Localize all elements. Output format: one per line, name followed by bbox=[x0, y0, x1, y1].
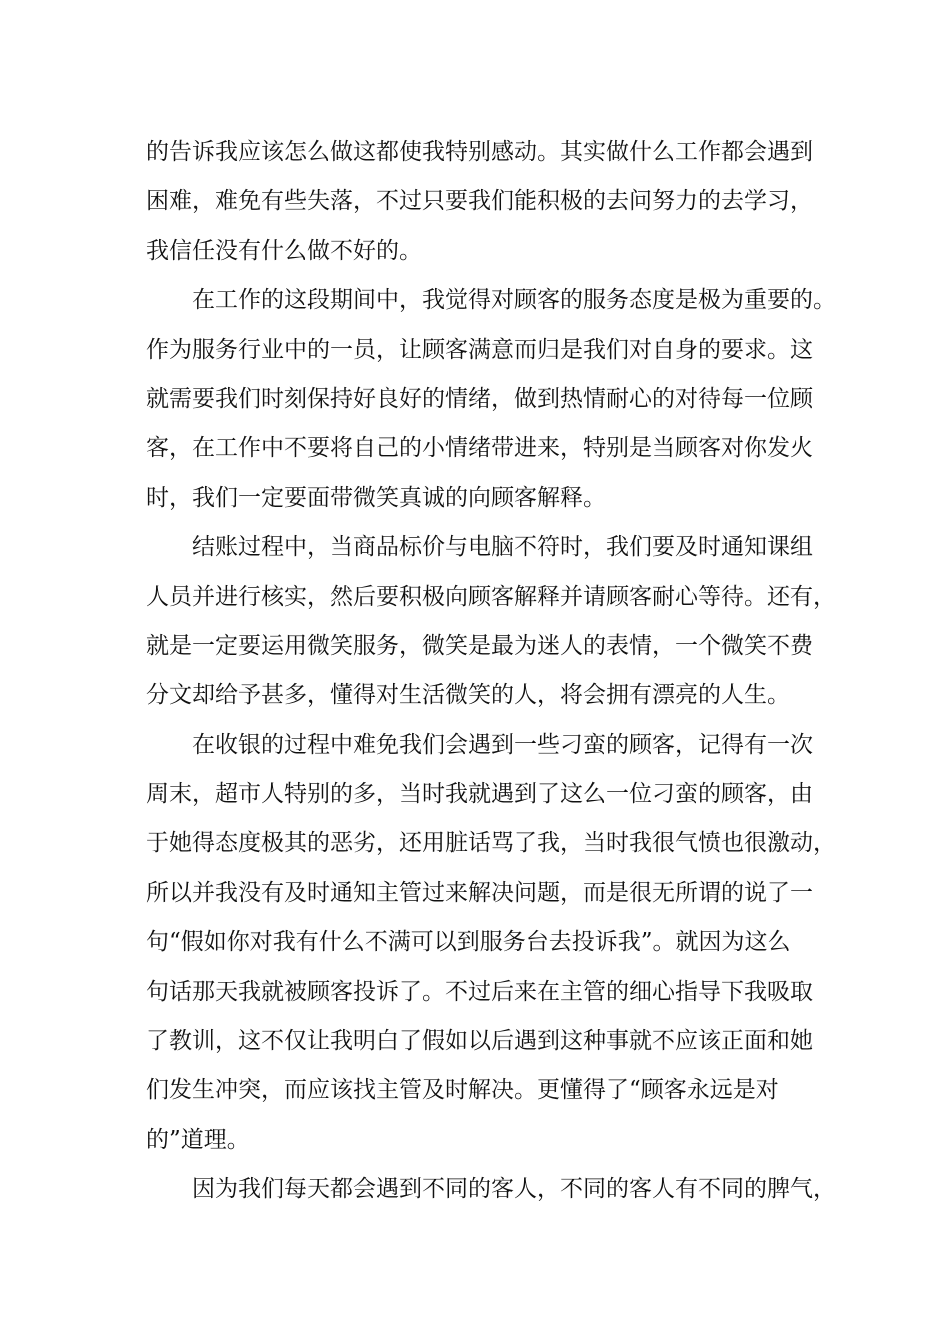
text-line: 困难，难免有些失落，不过只要我们能积极的去问努力的去学习， bbox=[146, 188, 813, 215]
text-line: 时，我们一定要面带微笑真诚的向顾客解释。 bbox=[146, 484, 606, 511]
text-line: 分文却给予甚多，懂得对生活微笑的人，将会拥有漂亮的人生。 bbox=[146, 682, 790, 709]
text-line: 所以并我没有及时通知主管过来解决问题，而是很无所谓的说了一 bbox=[146, 879, 813, 906]
text-line: 于她得态度极其的恶劣，还用脏话骂了我，当时我很气愤也很激动， bbox=[146, 830, 836, 857]
paragraph-first-line: 在工作的这段期间中，我觉得对顾客的服务态度是极为重要的。 bbox=[192, 287, 836, 314]
text-line: 周末，超市人特别的多，当时我就遇到了这么一位刁蛮的顾客，由 bbox=[146, 781, 813, 808]
text-line: 作为服务行业中的一员，让顾客满意而归是我们对自身的要求。这 bbox=[146, 336, 813, 363]
text-line: 客，在工作中不要将自己的小情绪带进来，特别是当顾客对你发火 bbox=[146, 435, 813, 462]
text-line: 就需要我们时刻保持好良好的情绪，做到热情耐心的对待每一位顾 bbox=[146, 385, 813, 412]
paragraph-first-line: 因为我们每天都会遇到不同的客人，不同的客人有不同的脾气， bbox=[192, 1176, 836, 1203]
text-line: 们发生冲突，而应该找主管及时解决。更懂得了“顾客永远是对 bbox=[146, 1077, 779, 1104]
text-line: 人员并进行核实，然后要积极向顾客解释并请顾客耐心等待。还有， bbox=[146, 583, 836, 610]
paragraph-first-line: 在收银的过程中难免我们会遇到一些刁蛮的顾客，记得有一次 bbox=[192, 731, 813, 758]
text-line: 就是一定要运用微笑服务，微笑是最为迷人的表情，一个微笑不费 bbox=[146, 632, 813, 659]
text-line: 了教训，这不仅让我明白了假如以后遇到这种事就不应该正面和她 bbox=[146, 1028, 813, 1055]
text-line: 的”道理。 bbox=[146, 1126, 250, 1153]
body-text bbox=[146, 128, 836, 1215]
text-line: 我信任没有什么做不好的。 bbox=[146, 237, 422, 264]
paragraph-first-line: 结账过程中，当商品标价与电脑不符时，我们要及时通知课组 bbox=[192, 534, 813, 561]
text-line: 的告诉我应该怎么做这都使我特别感动。其实做什么工作都会遇到 bbox=[146, 139, 813, 165]
text-line: 句“假如你对我有什么不满可以到服务台去投诉我”。就因为这么 bbox=[146, 929, 791, 956]
text-line: 句话那天我就被顾客投诉了。不过后来在主管的细心指导下我吸取 bbox=[146, 978, 813, 1005]
